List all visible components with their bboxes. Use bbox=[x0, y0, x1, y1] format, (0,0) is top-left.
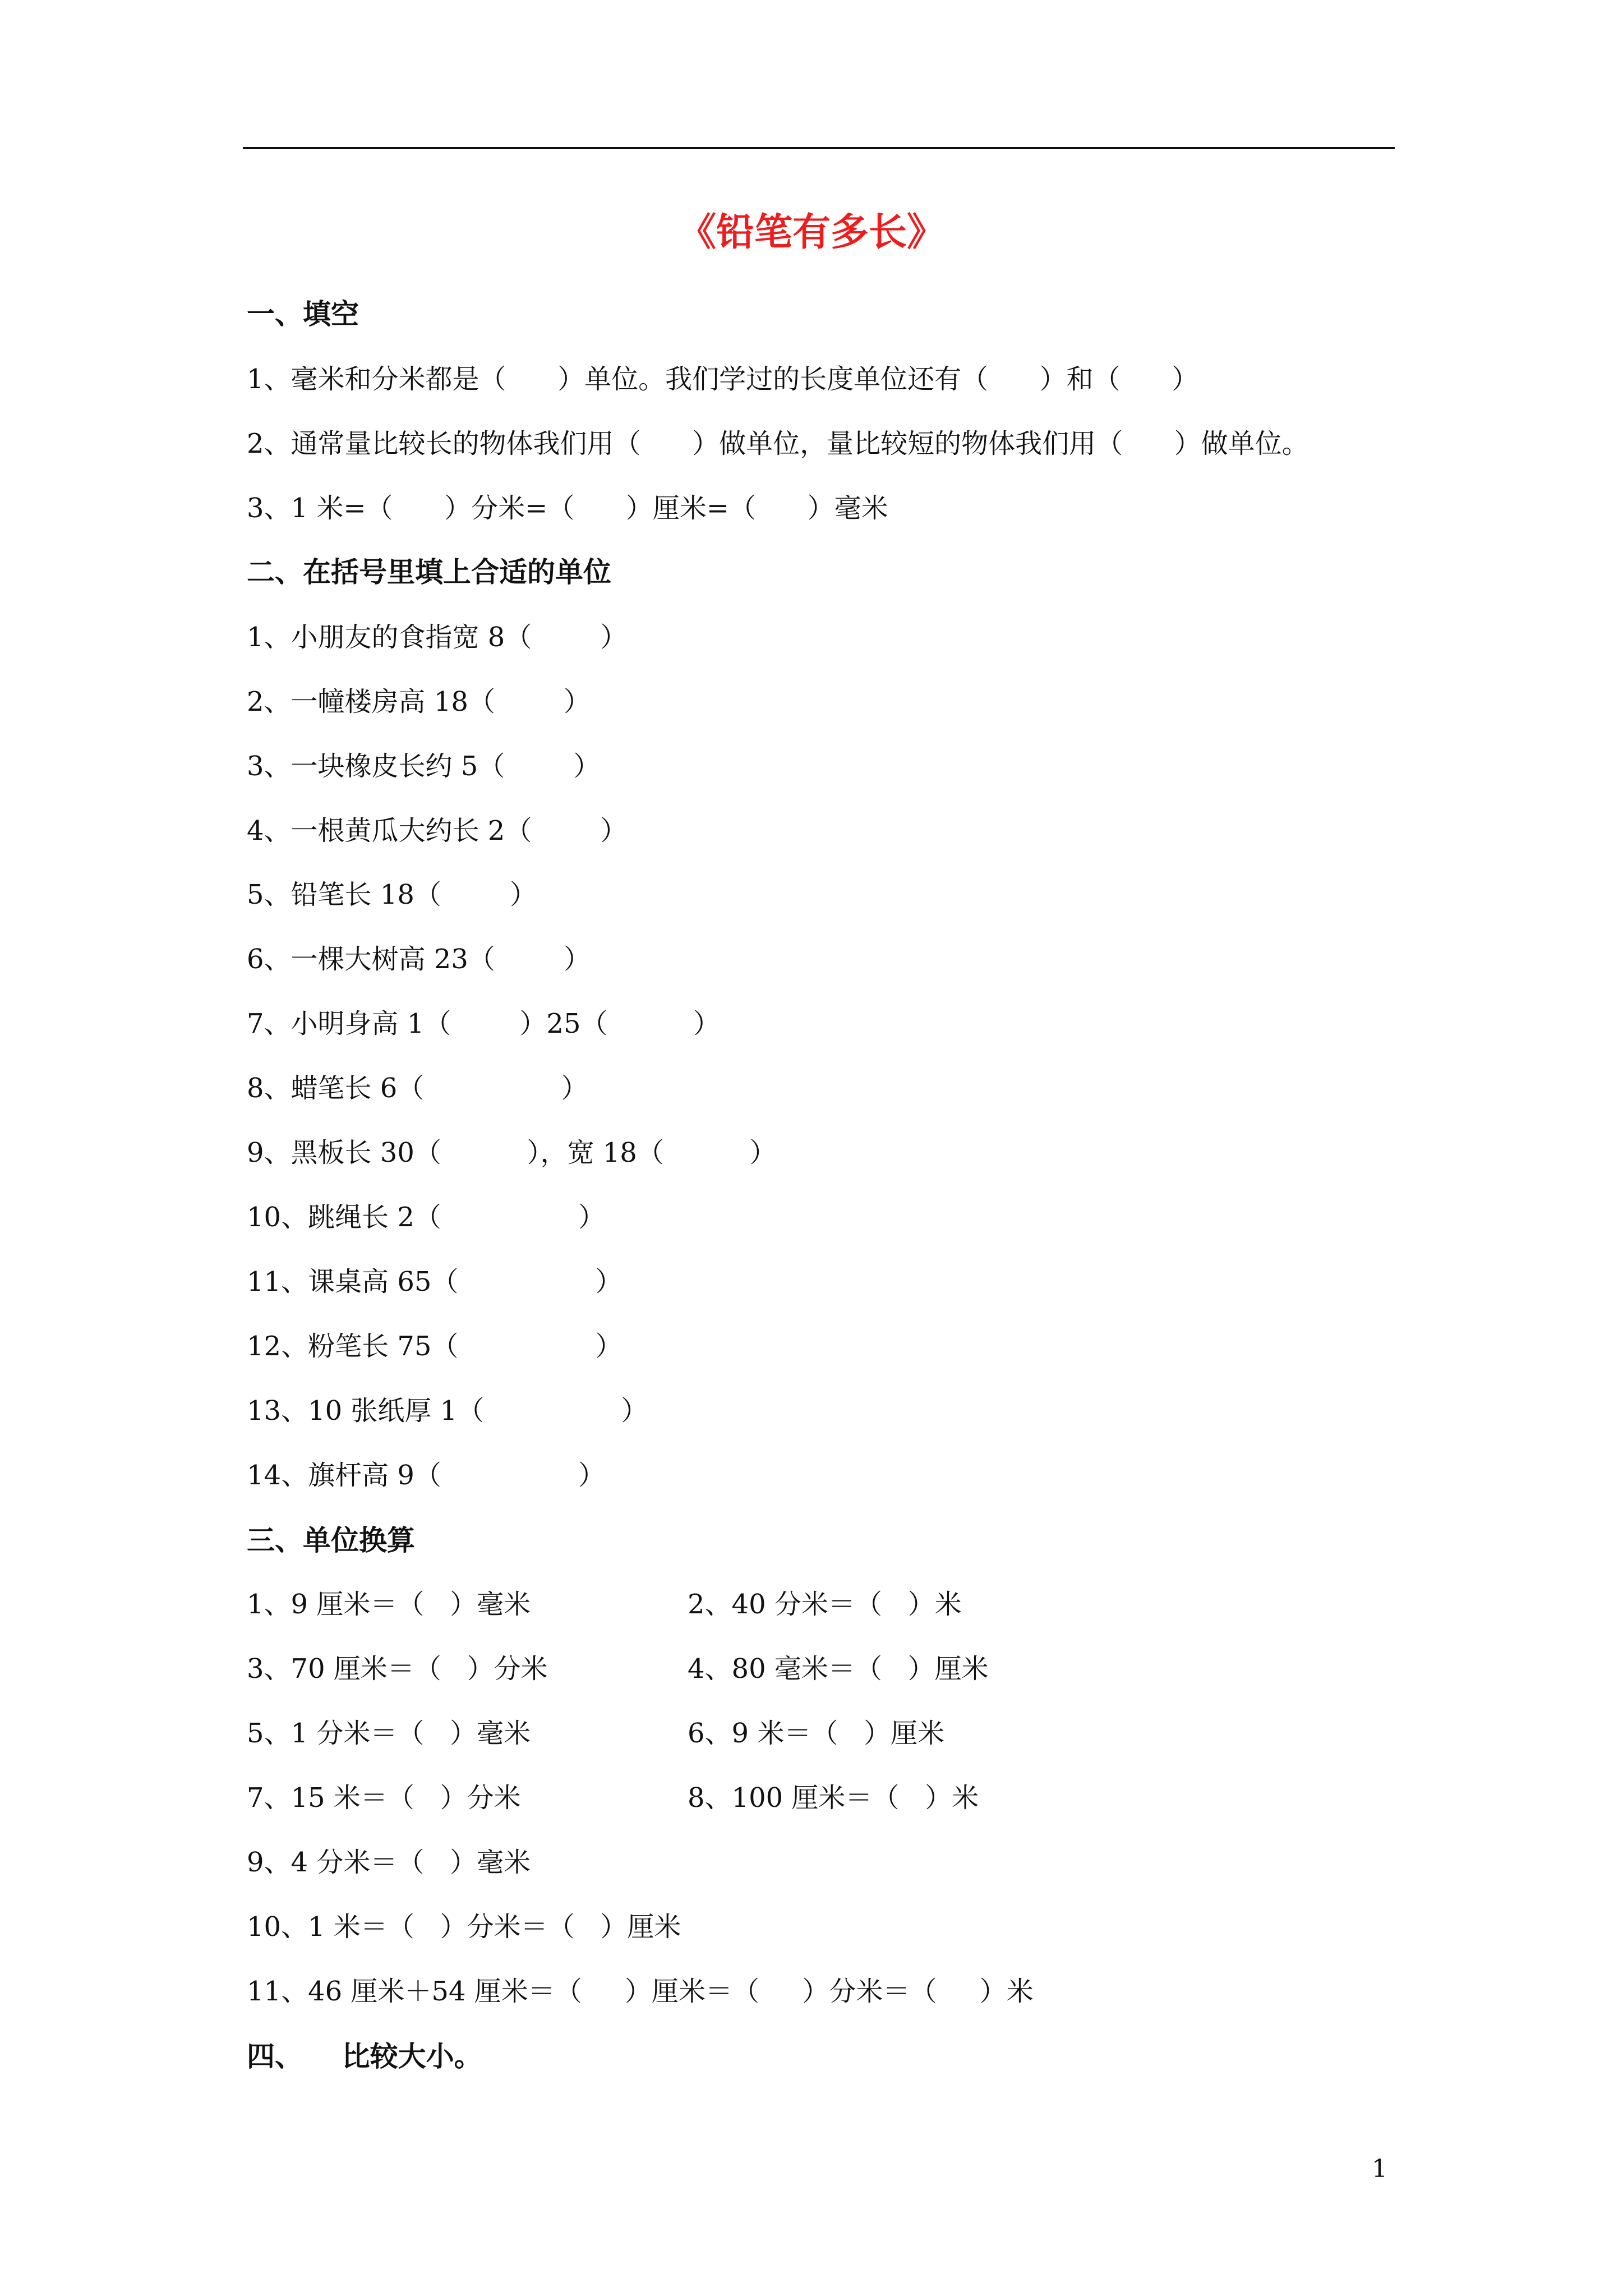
unit-item-5: 5、铅笔长 18（ ） bbox=[247, 879, 537, 910]
unit-item-4: 4、一根黄瓜大约长 2（ ） bbox=[247, 815, 628, 846]
fill-item-1: 1、毫米和分米都是（ ）单位。我们学过的长度单位还有（ ）和（ ） bbox=[247, 364, 1199, 395]
unit-item-14: 14、旗杆高 9（ ） bbox=[247, 1460, 606, 1491]
convert-item-4: 4、80 毫米＝（ ）厘米 bbox=[688, 1653, 989, 1685]
fill-item-3: 3、1 米=（ ）分米=（ ）厘米=（ ）毫米 bbox=[247, 493, 888, 524]
unit-item-2: 2、一幢楼房高 18（ ） bbox=[247, 686, 591, 717]
unit-item-11: 11、课桌高 65（ ） bbox=[247, 1266, 623, 1297]
convert-item-11: 11、46 厘米＋54 厘米＝（ ）厘米＝（ ）分米＝（ ）米 bbox=[247, 1976, 1034, 2007]
convert-item-9: 9、4 分米＝（ ）毫米 bbox=[247, 1847, 531, 1878]
unit-item-8: 8、蜡笔长 6（ ） bbox=[247, 1073, 588, 1104]
unit-item-12: 12、粉笔长 75（ ） bbox=[247, 1331, 623, 1362]
page-number: 1 bbox=[1372, 2155, 1387, 2183]
convert-item-3: 3、70 厘米＝（ ）分米 bbox=[247, 1653, 548, 1685]
unit-item-1: 1、小朋友的食指宽 8（ ） bbox=[247, 622, 628, 653]
convert-item-10: 10、1 米＝（ ）分米＝（ ）厘米 bbox=[247, 1911, 681, 1943]
unit-item-6: 6、一棵大树高 23（ ） bbox=[247, 944, 591, 975]
section-heading-convert: 三、单位换算 bbox=[247, 1524, 415, 1557]
convert-item-8: 8、100 厘米＝（ ）米 bbox=[688, 1782, 979, 1814]
header-rule bbox=[243, 147, 1395, 149]
section-heading-units: 二、在括号里填上合适的单位 bbox=[247, 555, 611, 588]
convert-item-7: 7、15 米＝（ ）分米 bbox=[247, 1782, 521, 1814]
unit-item-7: 7、小明身高 1（ ）25（ ） bbox=[247, 1008, 721, 1039]
page-title: 《铅笔有多长》 bbox=[677, 210, 945, 255]
section-heading-fill: 一、填空 bbox=[247, 297, 359, 330]
convert-item-2: 2、40 分米＝（ ）米 bbox=[688, 1589, 962, 1620]
convert-item-1: 1、9 厘米＝（ ）毫米 bbox=[247, 1589, 531, 1620]
convert-item-5: 5、1 分米＝（ ）毫米 bbox=[247, 1718, 531, 1749]
convert-item-6: 6、9 米＝（ ）厘米 bbox=[688, 1718, 945, 1749]
section-heading-compare: 四、 比较大小。 bbox=[247, 2040, 482, 2073]
unit-item-9: 9、黑板长 30（ ），宽 18（ ） bbox=[247, 1137, 777, 1168]
unit-item-10: 10、跳绳长 2（ ） bbox=[247, 1202, 606, 1233]
unit-item-3: 3、一块橡皮长约 5（ ） bbox=[247, 751, 601, 782]
fill-item-2: 2、通常量比较长的物体我们用（ ）做单位，量比较短的物体我们用（ ）做单位。 bbox=[247, 428, 1309, 459]
unit-item-13: 13、10 张纸厚 1（ ） bbox=[247, 1395, 648, 1427]
